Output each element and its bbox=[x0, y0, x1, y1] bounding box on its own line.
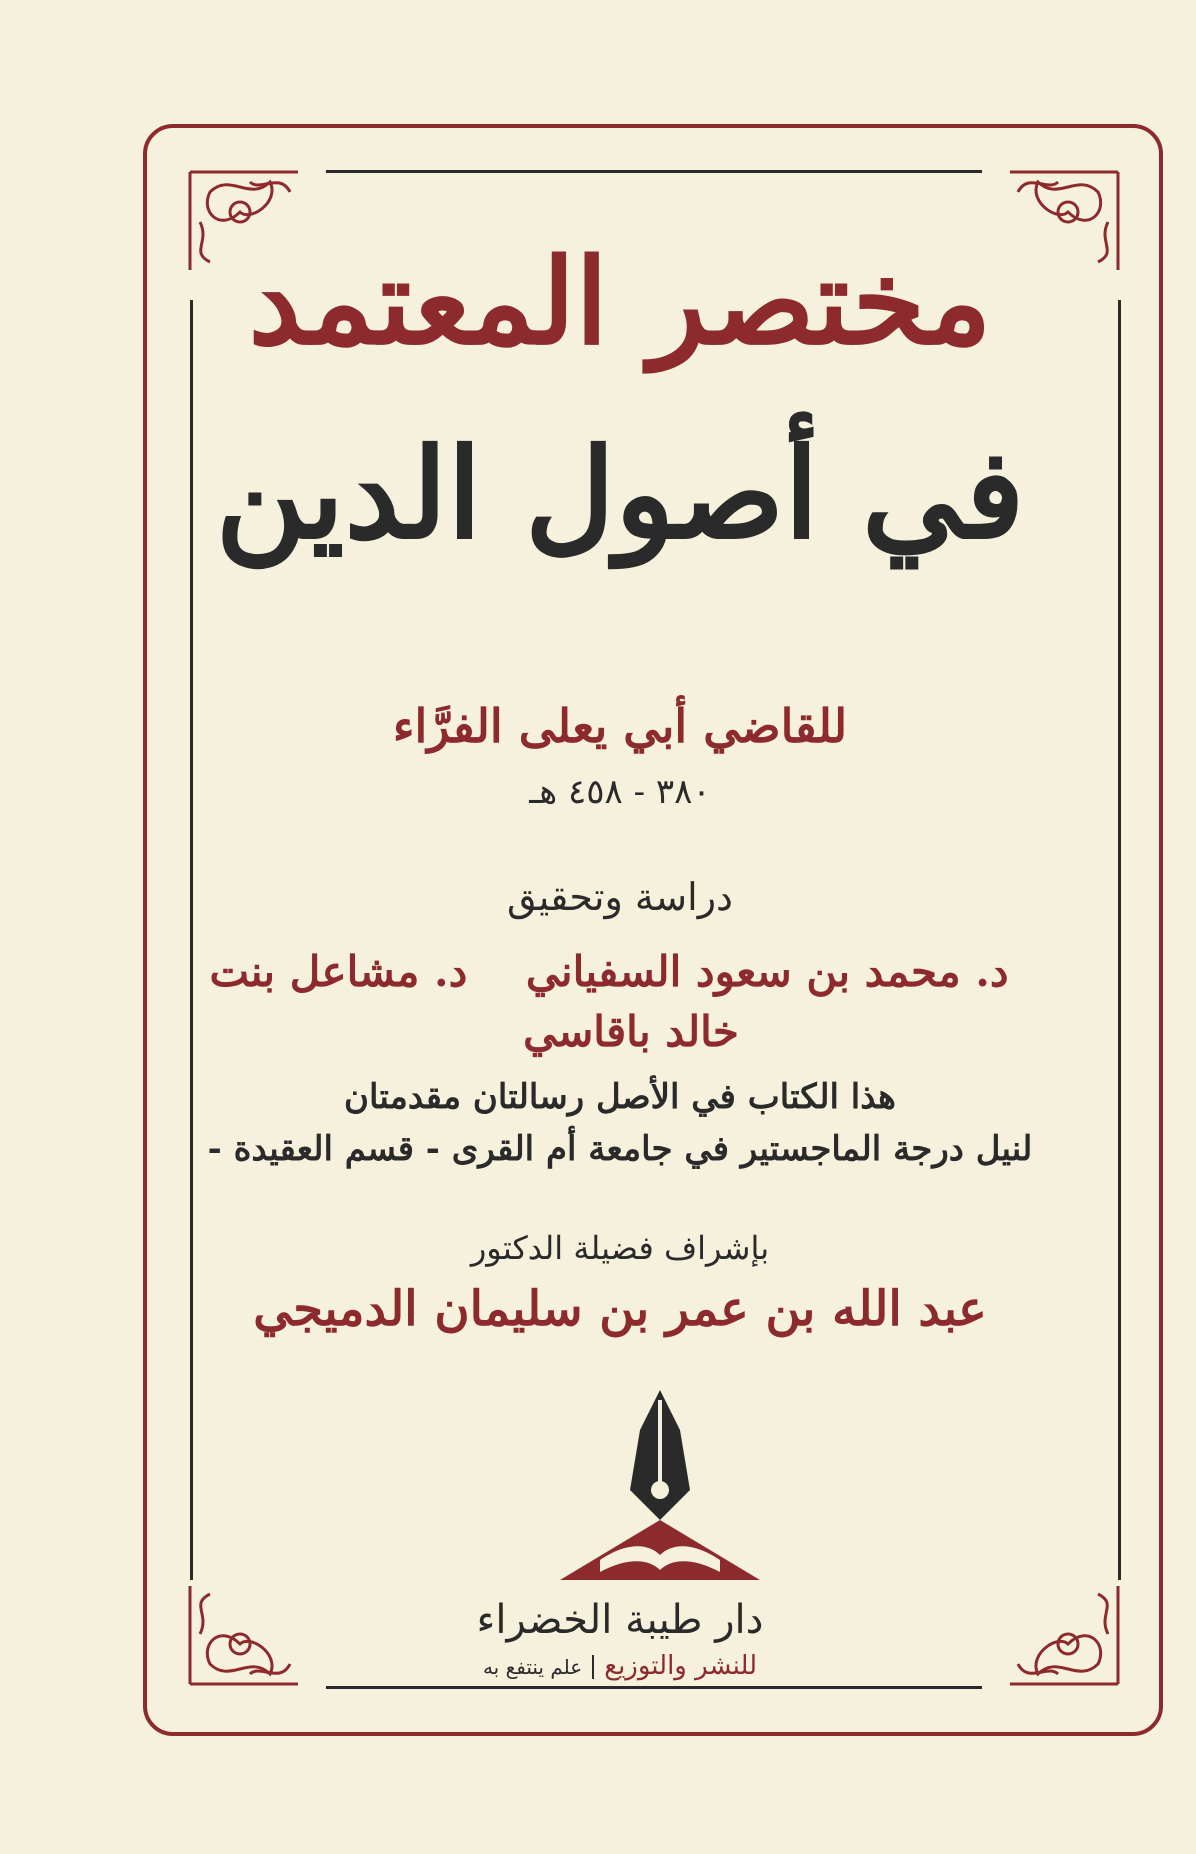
publisher-motto: علم ينتفع به bbox=[482, 1655, 583, 1679]
publisher-tagline-row bbox=[190, 1648, 1050, 1685]
supervision-label: بإشراف فضيلة الدكتور bbox=[470, 1229, 770, 1267]
author-name: للقاضي أبي يعلى الفرَّاء bbox=[392, 699, 848, 753]
book-title-line2: في أصول الدين bbox=[215, 422, 1025, 567]
editor-1: د. محمد بن سعود السفياني bbox=[525, 947, 1009, 996]
thesis-note-line1: هذا الكتاب في الأصل رسالتان مقدمتان bbox=[344, 1077, 896, 1117]
book-title-line1: مختصر المعتمد bbox=[248, 232, 992, 371]
pen-nib-book-logo-icon bbox=[550, 1390, 770, 1585]
right-rule bbox=[1118, 300, 1121, 1580]
editors bbox=[190, 942, 1050, 1062]
publisher-name: دار طيبة الخضراء bbox=[476, 1597, 764, 1643]
supervisor-name: عبد الله بن عمر بن سليمان الدميجي bbox=[253, 1281, 987, 1337]
study-label: دراسة وتحقيق bbox=[507, 875, 733, 919]
thesis-note-line2: لنيل درجة الماجستير في جامعة أم القرى - قسم العقيدة - bbox=[207, 1129, 1033, 1169]
editor-2: د. مشاعل بنت خالد باقاسي bbox=[209, 947, 739, 1056]
publisher-tagline: للنشر والتوزيع bbox=[604, 1651, 758, 1681]
top-rule bbox=[326, 170, 982, 173]
tagline-divider bbox=[592, 1655, 594, 1679]
bottom-rule bbox=[326, 1686, 982, 1689]
author-dates: ٣٨٠ - ٤٥٨ هـ bbox=[529, 772, 711, 812]
